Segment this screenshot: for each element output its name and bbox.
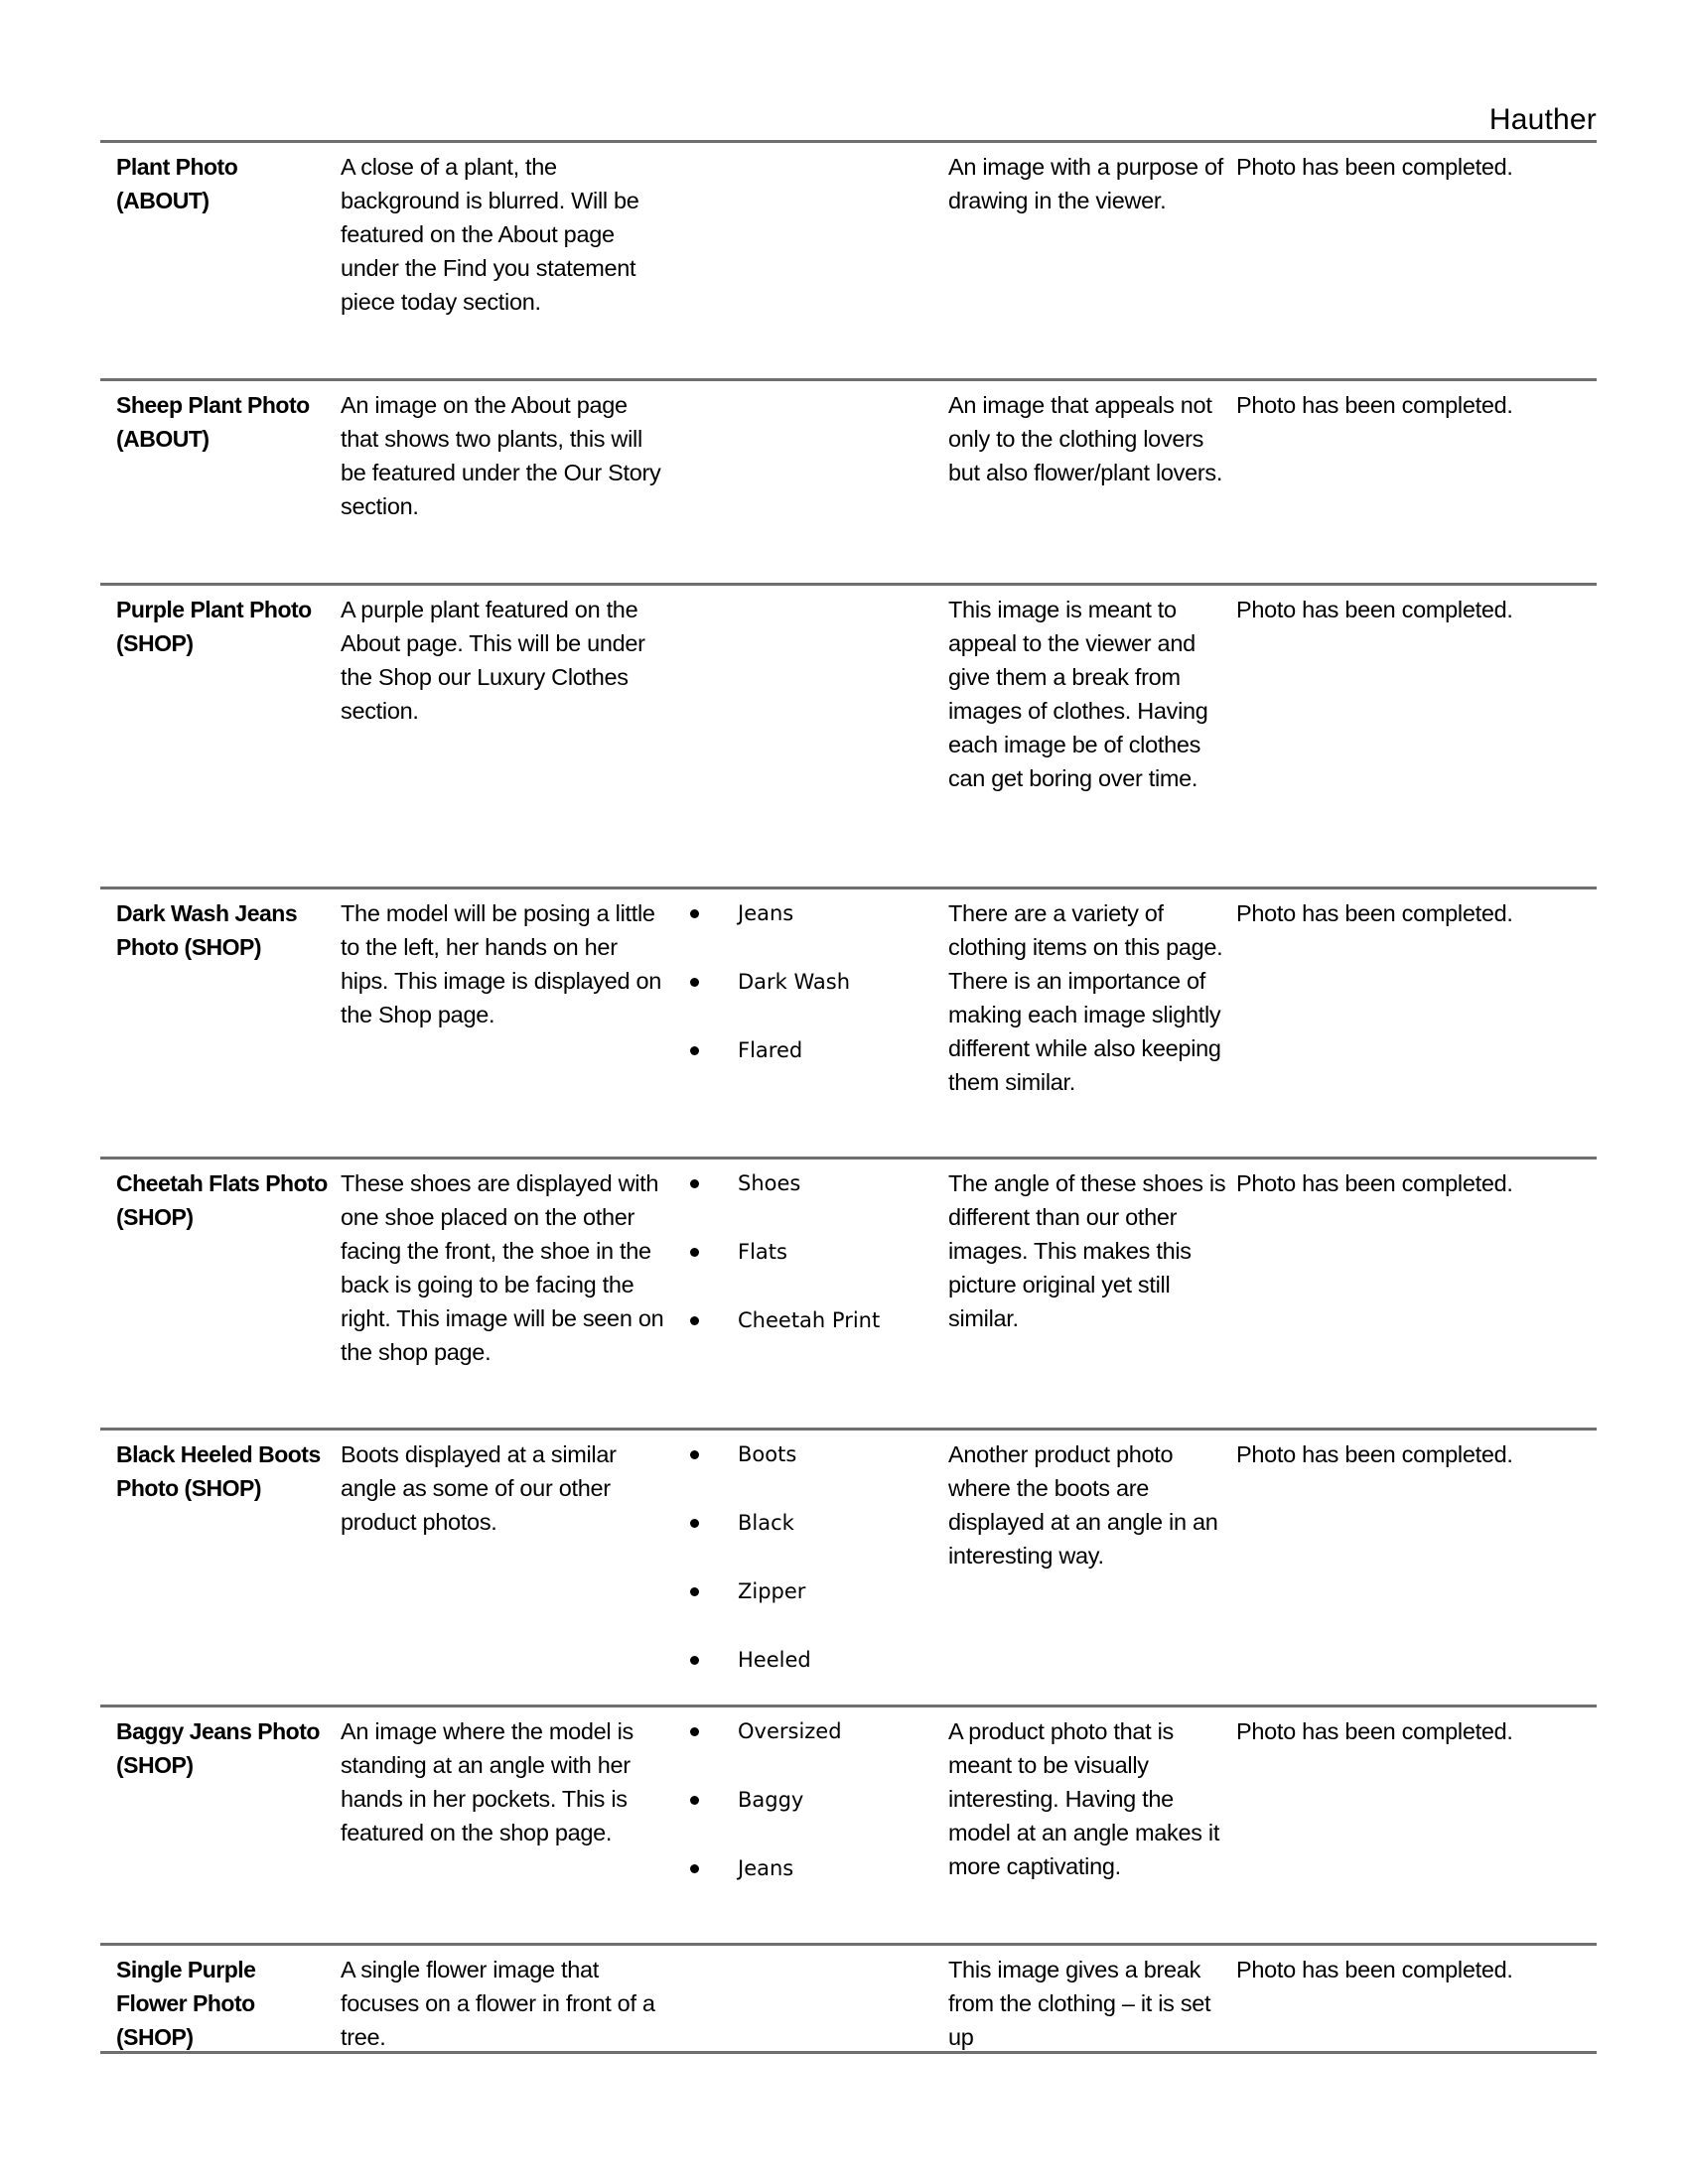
tag-label: Dark Wash <box>738 970 851 994</box>
photo-plan-table <box>100 140 1597 2054</box>
purpose-cell: There are a variety of clothing items on this page. There is an importance of making each image slightly different while also keeping them similar. <box>948 900 1223 1095</box>
status-cell: Photo has been completed. <box>1236 597 1513 622</box>
photo-name-cell: Baggy Jeans Photo (SHOP) <box>116 1718 320 1778</box>
tag-item <box>692 1303 930 1372</box>
tag-label: Baggy <box>738 1788 804 1812</box>
tag-item <box>692 896 930 965</box>
bullet-icon <box>690 1727 699 1736</box>
tag-list <box>692 1714 930 1920</box>
tag-list <box>692 1166 930 1372</box>
description-cell: A single flower image that focuses on a flower in front of a tree. <box>341 1957 655 2050</box>
tag-label: Jeans <box>738 901 794 925</box>
tag-list <box>692 896 930 1102</box>
bullet-icon <box>690 1248 699 1257</box>
photo-name-cell: Cheetah Flats Photo (SHOP) <box>116 1170 328 1230</box>
description-cell: The model will be posing a little to the left, her hands on her hips. This image is displayed on the Shop page. <box>341 900 662 1027</box>
tag-item <box>692 1437 930 1506</box>
description-cell: An image where the model is standing at an angle with her hands in her pockets. This is featured on the shop page. <box>341 1718 633 1845</box>
bullet-icon <box>690 1587 699 1596</box>
tag-label: Heeled <box>738 1648 811 1672</box>
tags-cell <box>692 1166 930 1372</box>
bullet-icon <box>690 1046 699 1055</box>
table-row <box>100 1428 1597 1705</box>
tag-item <box>692 1235 930 1303</box>
purpose-cell: An image that appeals not only to the clothing lovers but also flower/plant lovers. <box>948 392 1223 485</box>
bullet-icon <box>690 1519 699 1528</box>
tag-item <box>692 1783 930 1851</box>
tag-item <box>692 965 930 1033</box>
tag-item <box>692 1506 930 1574</box>
header-author-name: Hauther <box>1488 103 1597 136</box>
tag-label: Cheetah Print <box>738 1308 881 1332</box>
bullet-icon <box>690 1450 699 1459</box>
tag-item <box>692 1714 930 1783</box>
status-cell: Photo has been completed. <box>1236 154 1513 180</box>
tag-item <box>692 1166 930 1235</box>
bullet-icon <box>690 1656 699 1665</box>
status-cell: Photo has been completed. <box>1236 1957 1513 1982</box>
photo-name-cell: Single Purple Flower Photo (SHOP) <box>116 1957 256 2050</box>
photo-name-cell: Black Heeled Boots Photo (SHOP) <box>116 1441 321 1501</box>
bullet-icon <box>690 978 699 987</box>
description-cell: These shoes are displayed with one shoe placed on the other facing the front, the shoe in the back is going to be facing the right. This image will be seen on the shop page. <box>341 1170 664 1365</box>
status-cell: Photo has been completed. <box>1236 900 1513 926</box>
photo-name-cell: Plant Photo (ABOUT) <box>116 154 238 213</box>
status-cell: Photo has been completed. <box>1236 1441 1513 1467</box>
photo-name-cell: Purple Plant Photo (SHOP) <box>116 597 312 656</box>
tag-label: Flats <box>738 1240 787 1264</box>
tag-label: Shoes <box>738 1171 801 1195</box>
tag-item <box>692 1574 930 1643</box>
bullet-icon <box>690 1864 699 1873</box>
description-cell: An image on the About page that shows two plants, this will be featured under the Our Story section. <box>341 392 661 519</box>
photo-name-cell: Dark Wash Jeans Photo (SHOP) <box>116 900 298 960</box>
tags-cell <box>692 1714 930 1920</box>
purpose-cell: This image is meant to appeal to the viewer and give them a break from images of clothes. Having each image be of clothes can get boring over time. <box>948 597 1208 791</box>
photo-name-cell: Sheep Plant Photo (ABOUT) <box>116 392 310 452</box>
table-row <box>100 1157 1597 1428</box>
tag-item <box>692 1033 930 1102</box>
bullet-icon <box>690 909 699 918</box>
tags-cell <box>692 896 930 1102</box>
bullet-icon <box>690 1796 699 1805</box>
table-row <box>100 140 1597 378</box>
status-cell: Photo has been completed. <box>1236 1170 1513 1196</box>
purpose-cell: This image gives a break from the clothing – it is set up <box>948 1957 1211 2050</box>
tag-label: Jeans <box>738 1856 794 1880</box>
table-row <box>100 1705 1597 1943</box>
tag-label: Zipper <box>738 1579 806 1603</box>
tag-label: Boots <box>738 1442 797 1466</box>
tag-label: Black <box>738 1511 794 1535</box>
table-row <box>100 378 1597 583</box>
purpose-cell: The angle of these shoes is different than our other images. This makes this picture original yet still similar. <box>948 1170 1226 1331</box>
table-row <box>100 1943 1597 2054</box>
bullet-icon <box>690 1316 699 1325</box>
description-cell: Boots displayed at a similar angle as some of our other product photos. <box>341 1441 617 1535</box>
tag-item <box>692 1643 930 1711</box>
bullet-icon <box>690 1179 699 1188</box>
status-cell: Photo has been completed. <box>1236 392 1513 418</box>
tag-list <box>692 1437 930 1711</box>
tag-item <box>692 1851 930 1920</box>
table-row <box>100 887 1597 1157</box>
tag-label: Flared <box>738 1038 803 1062</box>
tag-label: Oversized <box>738 1719 842 1743</box>
purpose-cell: Another product photo where the boots are displayed at an angle in an interesting way. <box>948 1441 1218 1569</box>
table-row <box>100 583 1597 887</box>
description-cell: A close of a plant, the background is blurred. Will be featured on the About page under the Find you statement piece today section. <box>341 154 639 315</box>
description-cell: A purple plant featured on the About page. This will be under the Shop our Luxury Clothes section. <box>341 597 645 724</box>
status-cell: Photo has been completed. <box>1236 1718 1513 1744</box>
tags-cell <box>692 1437 930 1711</box>
purpose-cell: A product photo that is meant to be visually interesting. Having the model at an angle makes it more captivating. <box>948 1718 1220 1879</box>
purpose-cell: An image with a purpose of drawing in the viewer. <box>948 154 1223 213</box>
